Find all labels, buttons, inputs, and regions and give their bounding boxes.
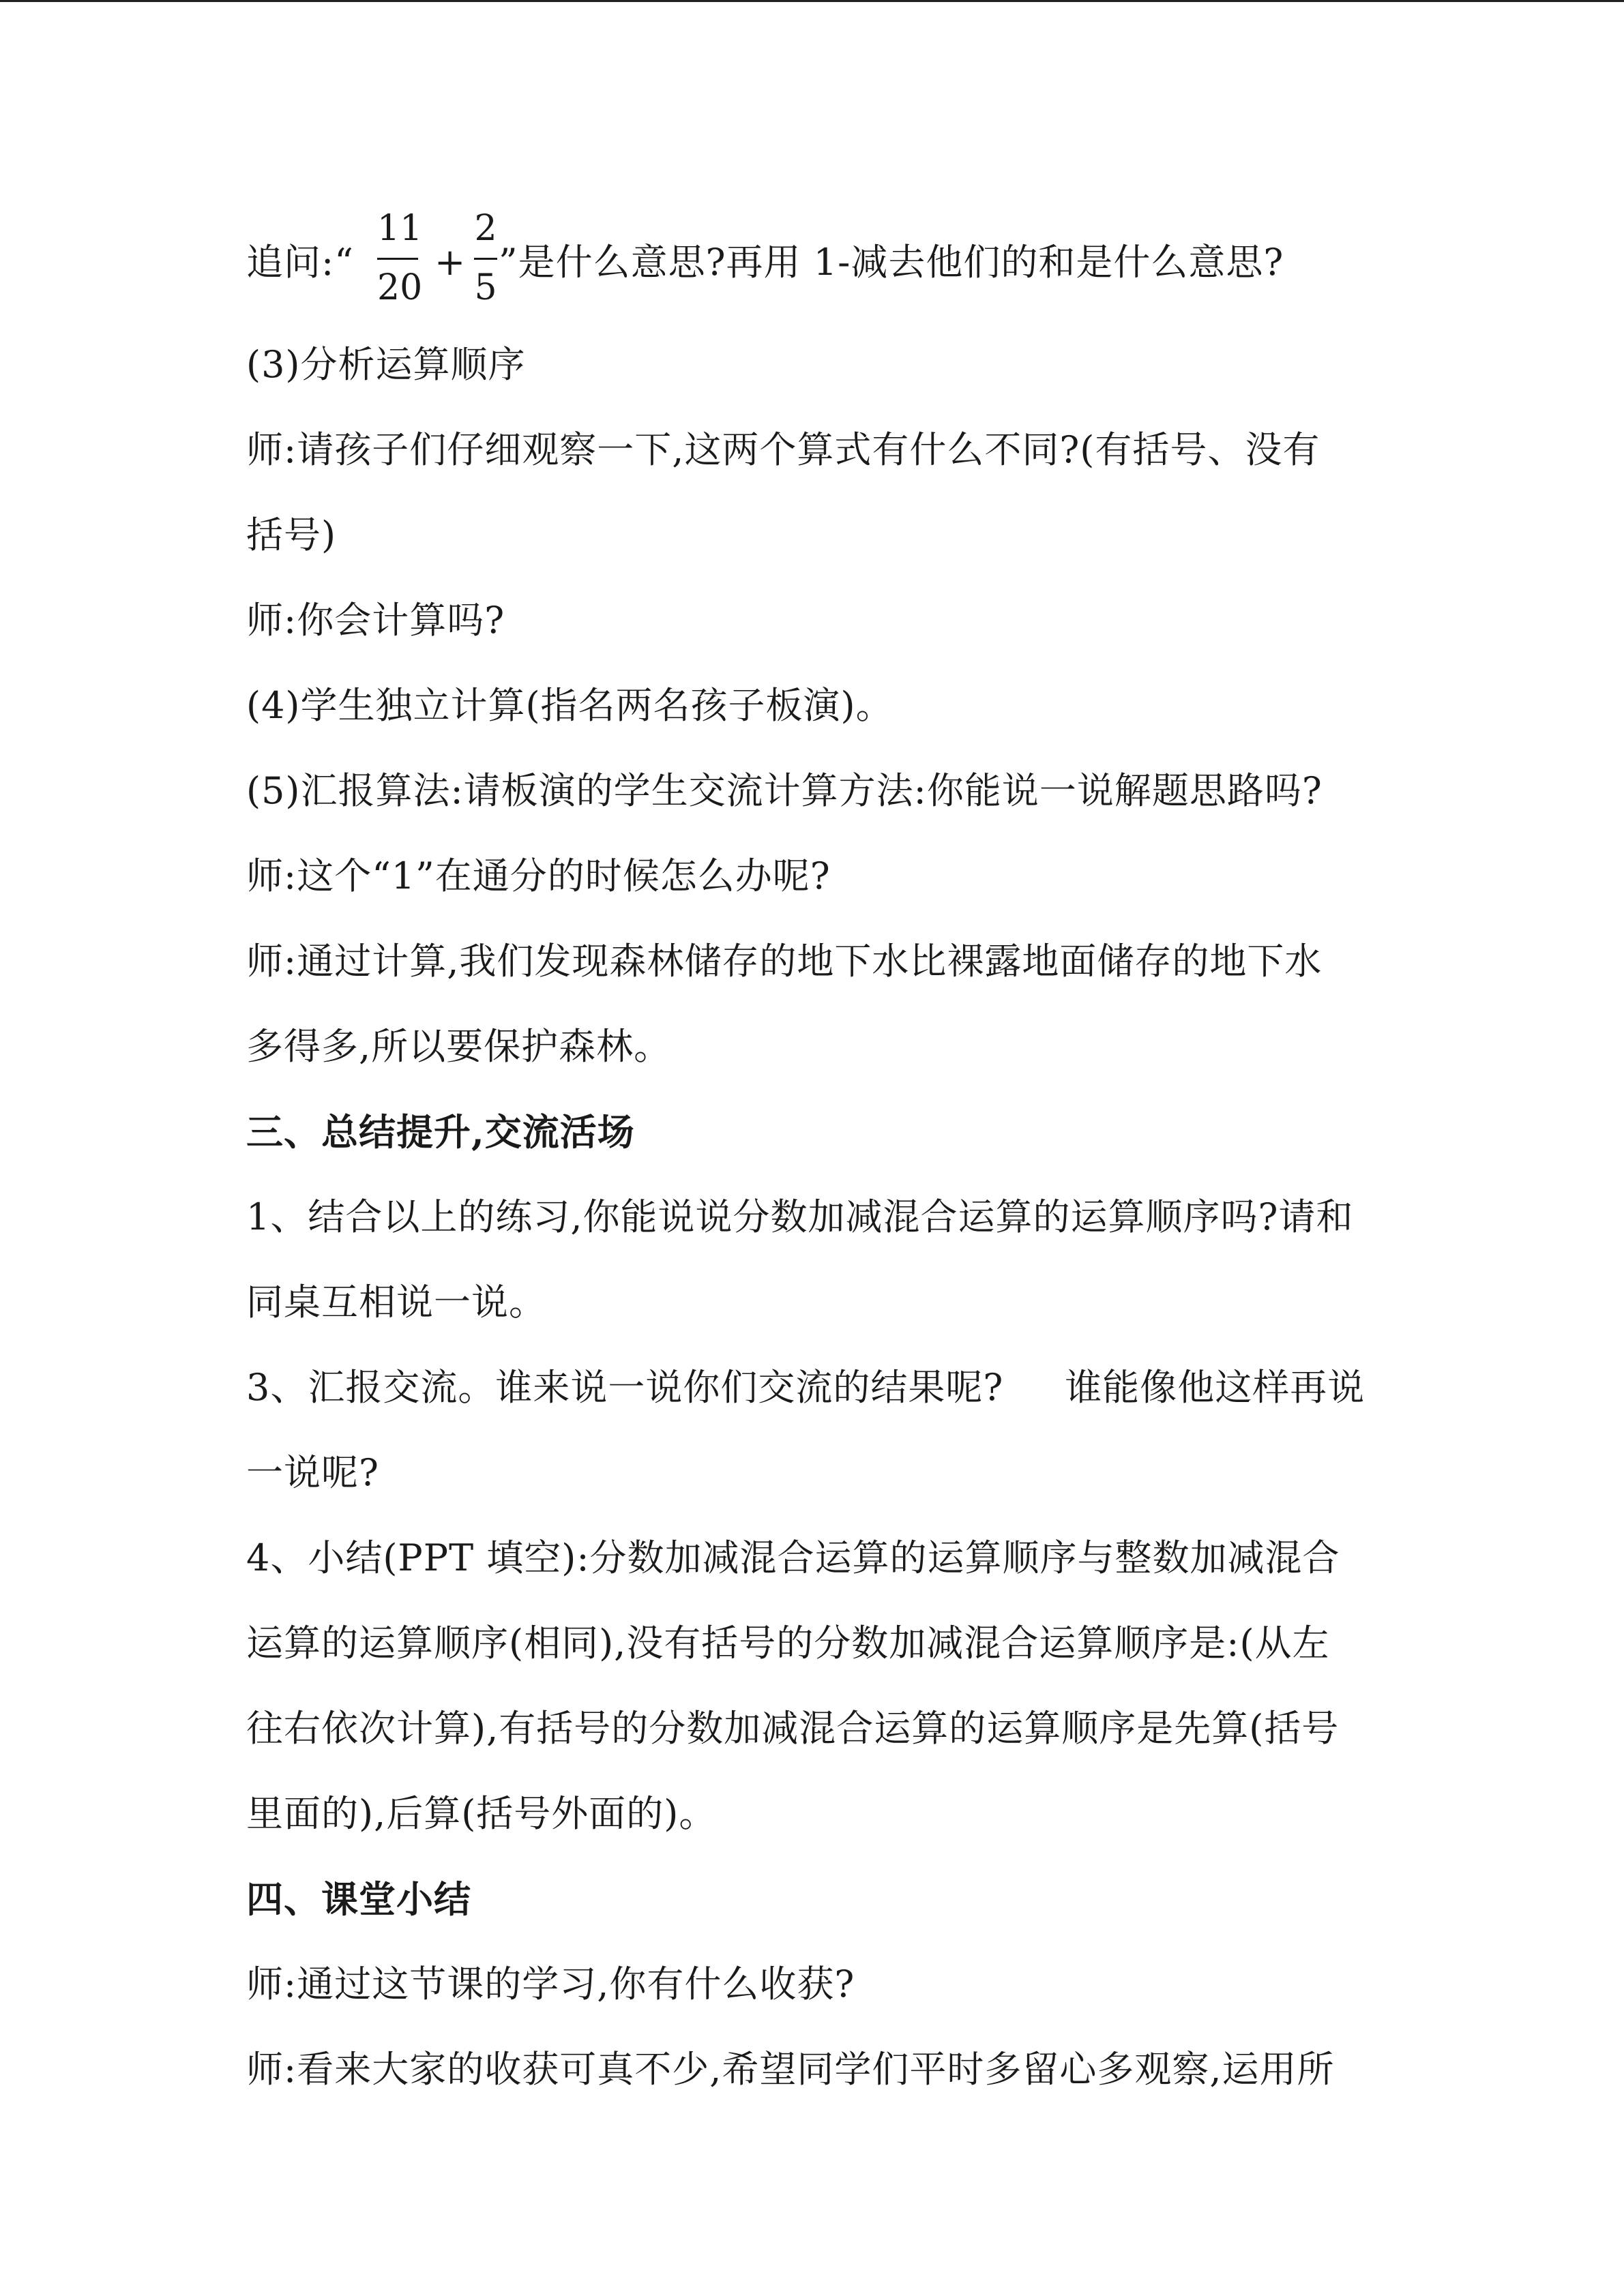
paragraph-line: 师:看来大家的收获可真不少,希望同学们平时多留心多观察,运用所: [246, 2048, 1335, 2091]
paragraph-line: 里面的),后算(括号外面的)。: [246, 1792, 717, 1835]
paragraph-line: (5)汇报算法:请板演的学生交流计算方法:你能说一说解题思路吗?: [246, 769, 1323, 812]
question-suffix: ”是什么意思?再用 1-减去他们的和是什么意思?: [499, 241, 1284, 284]
fraction-bar: [474, 258, 497, 260]
section-heading-summary: 三、总结提升,交流活场: [246, 1110, 635, 1154]
paragraph-line: 师:这个“1”在通分的时候怎么办呢?: [246, 854, 831, 897]
paragraph-line: 同桌互相说一说。: [246, 1281, 546, 1324]
paragraph-line: 多得多,所以要保护森林。: [246, 1025, 672, 1068]
paragraph-line: 运算的运算顺序(相同),没有括号的分数加减混合运算顺序是:(从左: [246, 1622, 1330, 1665]
paragraph-line: 师:通过计算,我们发现森林储存的地下水比裸露地面储存的地下水: [246, 940, 1323, 983]
fraction-numerator: 11: [377, 208, 423, 249]
fraction-denominator: 20: [377, 267, 423, 308]
top-border-rule: [0, 0, 1624, 2]
fraction-two-fifths: [474, 205, 497, 312]
paragraph-line: 1、结合以上的练习,你能说说分数加减混合运算的运算顺序吗?请和: [246, 1195, 1354, 1238]
fraction-bar: [377, 258, 418, 260]
paragraph-line: 往右依次计算),有括号的分数加减混合运算的运算顺序是先算(括号: [246, 1707, 1340, 1750]
paragraph-line: (3)分析运算顺序: [246, 343, 526, 386]
report-followup: 谁能像他这样再说: [1065, 1366, 1365, 1409]
fraction-numerator: 2: [474, 208, 497, 249]
paragraph-line: 师:你会计算吗?: [246, 599, 505, 642]
paragraph-line: 师:请孩子们仔细观察一下,这两个算式有什么不同?(有括号、没有: [246, 428, 1320, 471]
paragraph-line: 师:通过这节课的学习,你有什么收获?: [246, 1963, 855, 2006]
plus-sign: +: [434, 241, 467, 284]
fraction-denominator: 5: [474, 267, 497, 308]
section-heading-class-summary: 四、课堂小结: [246, 1877, 471, 1921]
paragraph-line: 一说呢?: [246, 1451, 379, 1494]
report-question: 3、汇报交流。谁来说一说你们交流的结果呢?: [246, 1366, 1004, 1409]
fraction-eleven-twentieths: [377, 205, 423, 312]
paragraph-line: [246, 1364, 1365, 1412]
paragraph-line: (4)学生独立计算(指名两名孩子板演)。: [246, 684, 894, 727]
paragraph-line: 4、小结(PPT 填空):分数加减混合运算的运算顺序与整数加减混合: [246, 1536, 1340, 1579]
paragraph-line: 括号): [246, 513, 337, 556]
question-prefix: 追问:“: [246, 241, 354, 284]
